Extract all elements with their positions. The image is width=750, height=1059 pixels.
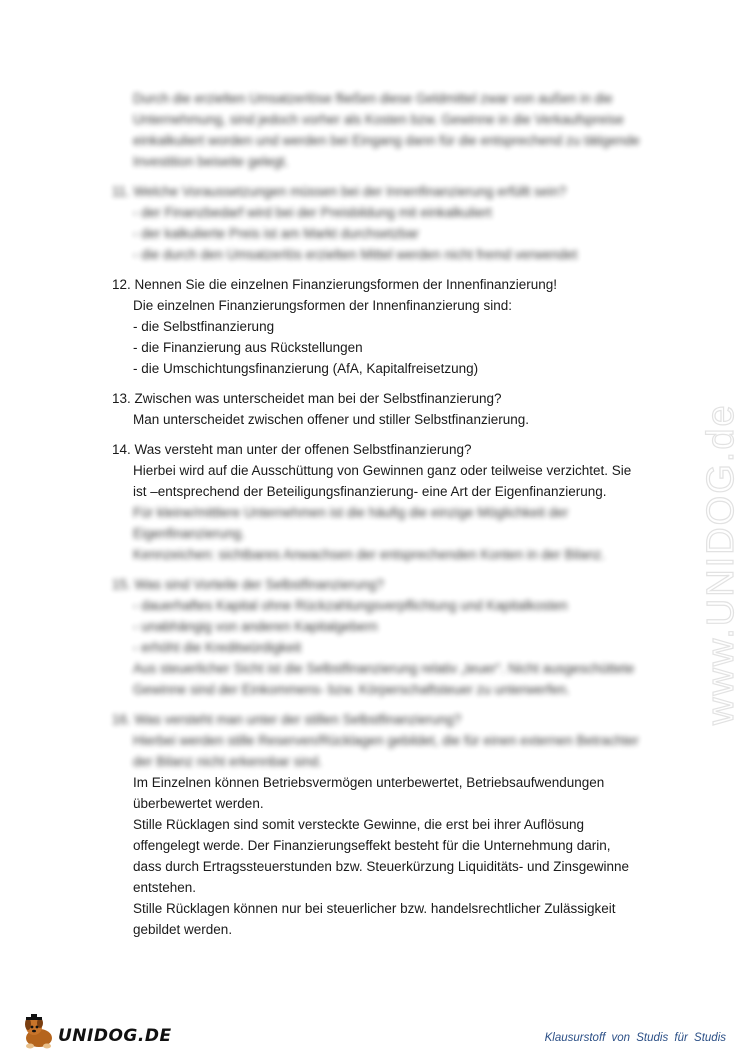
question-heading: 15. Was sind Vorteile der Selbstfinanzierung? xyxy=(112,577,384,592)
answer-line: - der kalkulierte Preis ist am Markt durchsetzbar xyxy=(133,226,419,241)
answer-line: Hierbei werden stille Reserven/Rücklagen gebildet, die für einen externen Betrachter xyxy=(133,733,639,748)
answer-line: überbewertet werden. xyxy=(133,796,264,811)
answer-line: Kennzeichen: sichtbares Anwachsen der entsprechenden Konten in der Bilanz. xyxy=(133,547,606,562)
unidog-logo xyxy=(20,1014,172,1050)
answer-line: Stille Rücklagen sind somit versteckte Gewinne, die erst bei ihrer Auflösung xyxy=(133,817,584,832)
answer-line: - der Finanzbedarf wird bei der Preisbildung mit einkalkuliert xyxy=(133,205,492,220)
blurred-answer-section xyxy=(112,709,672,772)
footer-tagline: Klausurstoff von Studis für Studis xyxy=(544,1032,726,1044)
watermark xyxy=(697,280,741,730)
text-line: einkalkuliert worden und werden bei Eingang dann für die entsprechend zu tätigende xyxy=(133,133,640,148)
answer-line: gebildet werden. xyxy=(133,922,233,937)
answer-line: - unabhängig von anderen Kapitalgebern xyxy=(133,619,378,634)
answer-line: - dauerhaftes Kapital ohne Rückzahlungsverpflichtung und Kapitalkosten xyxy=(133,598,568,613)
question-heading: 14. Was versteht man unter der offenen Selbstfinanzierung? xyxy=(112,442,472,457)
question-12 xyxy=(112,274,672,379)
answer-line: - die Selbstfinanzierung xyxy=(133,319,275,334)
answer-line: - die Umschichtungsfinanzierung (AfA, Kapitalfreisetzung) xyxy=(133,361,479,376)
text-line: Durch die erzielten Umsatzerlöse fließen diese Geldmittel zwar von außen in die xyxy=(133,91,613,106)
answer-line: Die einzelnen Finanzierungsformen der Innenfinanzierung sind: xyxy=(133,298,512,313)
answer-line: Man unterscheidet zwischen offener und stiller Selbstfinanzierung. xyxy=(133,412,529,427)
answer-line: offengelegt werde. Der Finanzierungseffekt besteht für die Unternehmung darin, xyxy=(133,838,611,853)
answer-line: Für kleine/mittlere Unternehmen ist die häufig die einzige Möglichkeit der xyxy=(133,505,569,520)
answer-line: Gewinne sind der Einkommens- bzw. Körperschaftsteuer zu unterwerfen. xyxy=(133,682,570,697)
question-heading: 12. Nennen Sie die einzelnen Finanzierungsformen der Innenfinanzierung! xyxy=(112,277,558,292)
question-13 xyxy=(112,388,672,430)
question-heading: 16. Was versteht man unter der stillen Selbstfinanzierung? xyxy=(112,712,462,727)
answer-line: Im Einzelnen können Betriebsvermögen unterbewertet, Betriebsaufwendungen xyxy=(133,775,605,790)
answer-line: Eigenfinanzierung. xyxy=(133,526,245,541)
answer-line: - die durch den Umsatzerlös erzielten Mittel werden nicht fremd verwendet xyxy=(133,247,578,262)
answer-line: - erhöht die Kreditwürdigkeit xyxy=(133,640,302,655)
answer-line: dass durch Ertragssteuerstunden bzw. Steuerkürzung Liquiditäts- und Zinsgewinne xyxy=(133,859,630,874)
question-heading: 13. Zwischen was unterscheidet man bei der Selbstfinanzierung? xyxy=(112,391,502,406)
watermark-text: www.UNIDOG.de xyxy=(700,403,741,725)
answer-line: - die Finanzierung aus Rückstellungen xyxy=(133,340,363,355)
question-15-blurred xyxy=(112,574,672,700)
question-14 xyxy=(112,439,672,565)
text-line: Unternehmung, sind jedoch vorher als Kosten bzw. Gewinne in die Verkaufspreise xyxy=(133,112,624,127)
answer-line: der Bilanz nicht erkennbar sind. xyxy=(133,754,323,769)
answer-line: Aus steuerlicher Sicht ist die Selbstfinanzierung relativ „teuer“. Nicht ausgeschüttete xyxy=(133,661,635,676)
document-content xyxy=(112,88,672,949)
text-line: Investition beiseite gelegt. xyxy=(133,154,289,169)
dog-mascot-icon xyxy=(20,1014,58,1050)
logo-text: UNIDOG.DE xyxy=(58,1026,172,1046)
blurred-answer-section xyxy=(112,502,672,565)
question-16 xyxy=(112,709,672,940)
question-heading: 11. Welche Voraussetzungen müssen bei der Innenfinanzierung erfüllt sein? xyxy=(112,184,567,199)
blurred-intro-paragraph xyxy=(112,88,672,172)
answer-line: Stille Rücklagen können nur bei steuerlicher bzw. handelsrechtlicher Zulässigkeit xyxy=(133,901,616,916)
question-11-blurred xyxy=(112,181,672,265)
answer-line: ist –entsprechend der Beteiligungsfinanzierung- eine Art der Eigenfinanzierung. xyxy=(133,484,607,499)
answer-line: entstehen. xyxy=(133,880,197,895)
answer-line: Hierbei wird auf die Ausschüttung von Gewinnen ganz oder teilweise verzichtet. Sie xyxy=(133,463,632,478)
